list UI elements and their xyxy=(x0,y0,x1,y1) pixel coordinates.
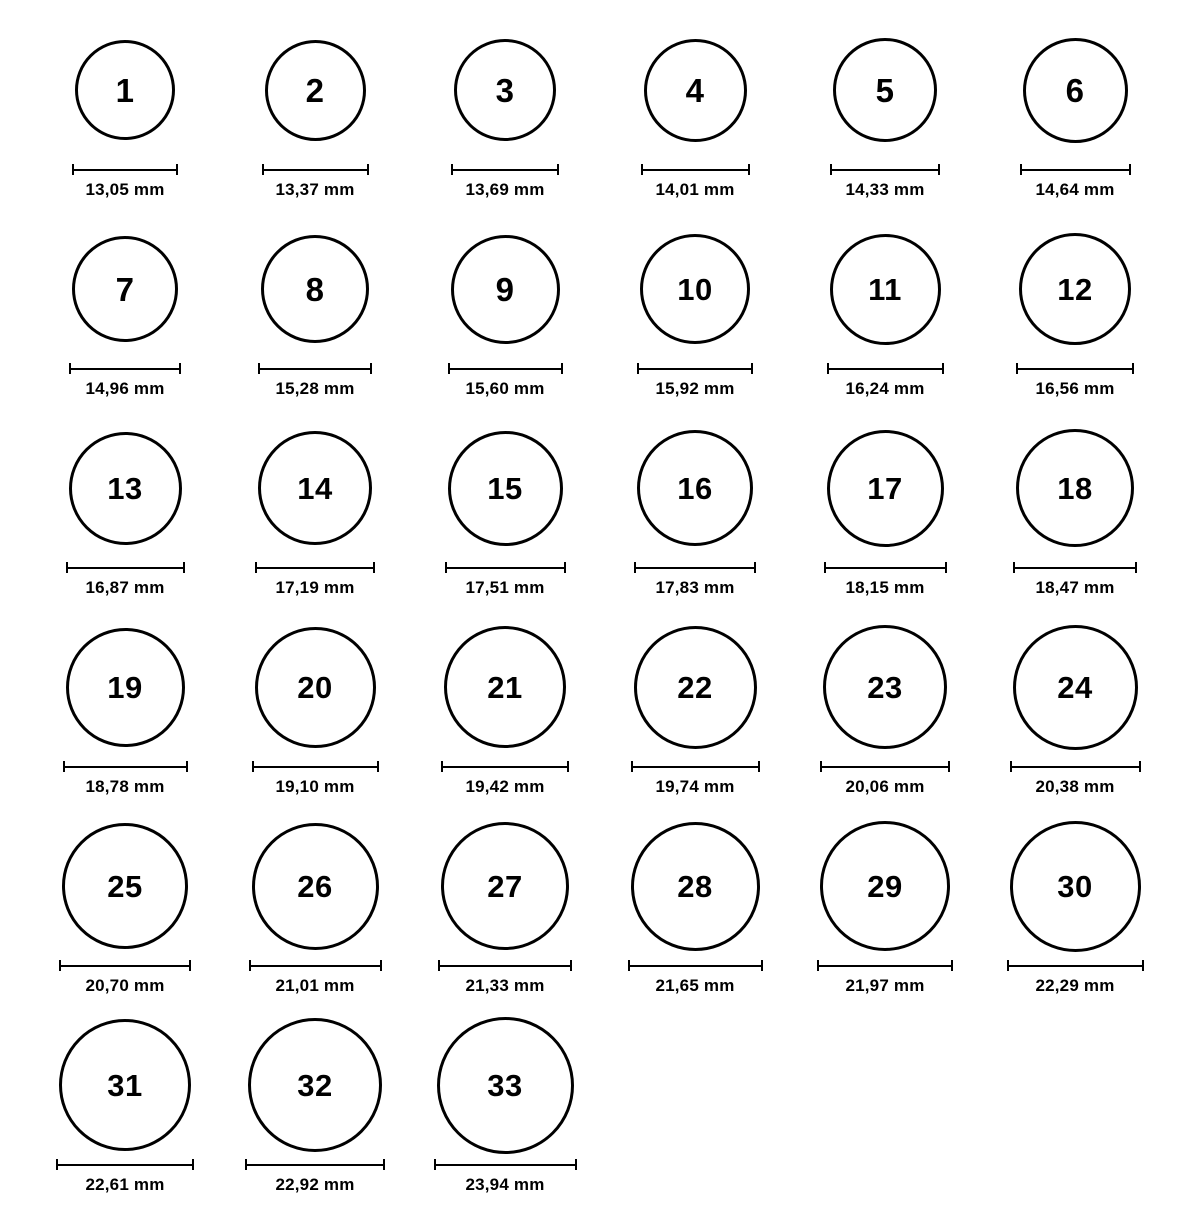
ring-circle-wrapper xyxy=(437,1015,574,1155)
measure-bar-icon xyxy=(69,363,181,374)
ring-size-number: 1 xyxy=(115,71,135,109)
ring-size-number: 13 xyxy=(107,470,143,506)
measure-bar-line xyxy=(438,965,572,967)
ring-circle-wrapper xyxy=(1013,617,1138,757)
diameter-measure xyxy=(1007,960,1144,996)
measure-bar-icon xyxy=(641,164,750,175)
diameter-measure xyxy=(827,363,944,399)
ring-size-cell xyxy=(980,219,1170,418)
ring-size-cell xyxy=(980,20,1170,219)
measure-bar-icon xyxy=(817,960,953,971)
ring-circle-icon xyxy=(1023,38,1128,143)
ring-size-number: 6 xyxy=(1065,71,1085,109)
diameter-label: 19,74 mm xyxy=(655,777,735,796)
measure-bar-line xyxy=(445,567,566,569)
ring-circle-icon xyxy=(634,626,757,749)
measure-bar-line xyxy=(72,169,178,171)
ring-circle-wrapper xyxy=(1010,816,1141,956)
measure-bar-icon xyxy=(1007,960,1144,971)
ring-circle-wrapper xyxy=(1016,418,1134,558)
ring-circle-wrapper xyxy=(261,219,369,359)
ring-circle-wrapper xyxy=(265,20,366,160)
ring-size-number: 27 xyxy=(487,868,523,904)
ring-size-cell xyxy=(600,219,790,418)
diameter-label: 22,61 mm xyxy=(85,1175,165,1194)
diameter-measure xyxy=(448,363,563,399)
ring-circle-icon xyxy=(441,822,569,950)
diameter-measure xyxy=(262,164,369,200)
ring-circle-icon xyxy=(640,234,750,344)
ring-circle-icon xyxy=(59,1019,191,1151)
ring-circle-icon xyxy=(252,823,379,950)
diameter-measure xyxy=(1016,363,1134,399)
diameter-measure xyxy=(66,562,185,598)
ring-size-cell xyxy=(30,418,220,617)
ring-size-cell xyxy=(980,816,1170,1015)
ring-size-cell xyxy=(790,20,980,219)
diameter-label: 15,28 mm xyxy=(275,379,355,398)
ring-circle-wrapper xyxy=(252,816,379,956)
ring-size-number: 7 xyxy=(115,270,135,308)
ring-circle-icon xyxy=(258,431,372,545)
measure-bar-line xyxy=(66,567,185,569)
diameter-measure xyxy=(245,1159,385,1195)
diameter-measure xyxy=(817,960,953,996)
measure-bar-icon xyxy=(634,562,756,573)
ring-circle-wrapper xyxy=(248,1015,382,1155)
measure-bar-line xyxy=(634,567,756,569)
ring-circle-wrapper xyxy=(634,617,757,757)
ring-circle-icon xyxy=(1010,821,1141,952)
ring-circle-icon xyxy=(69,432,182,545)
ring-size-number: 33 xyxy=(487,1067,523,1103)
ring-size-number: 23 xyxy=(867,669,903,705)
diameter-label: 13,05 mm xyxy=(85,180,165,199)
ring-circle-icon xyxy=(451,235,560,344)
ring-size-number: 32 xyxy=(297,1067,333,1103)
diameter-measure xyxy=(252,761,379,797)
measure-bar-line xyxy=(255,567,375,569)
ring-circle-wrapper xyxy=(441,816,569,956)
ring-circle-icon xyxy=(261,235,369,343)
ring-size-number: 3 xyxy=(495,71,515,109)
measure-bar-icon xyxy=(448,363,563,374)
ring-size-cell xyxy=(30,1015,220,1214)
ring-circle-wrapper xyxy=(258,418,372,558)
ring-circle-icon xyxy=(454,39,556,141)
ring-circle-wrapper xyxy=(1019,219,1131,359)
ring-size-cell xyxy=(980,418,1170,617)
ring-circle-wrapper xyxy=(75,20,175,160)
measure-bar-icon xyxy=(262,164,369,175)
ring-circle-icon xyxy=(830,234,941,345)
ring-size-number: 10 xyxy=(677,271,713,307)
diameter-label: 19,42 mm xyxy=(465,777,545,796)
ring-size-number: 24 xyxy=(1057,669,1093,705)
diameter-label: 20,06 mm xyxy=(845,777,925,796)
ring-circle-wrapper xyxy=(823,617,947,757)
ring-circle-wrapper xyxy=(69,418,182,558)
measure-bar-icon xyxy=(445,562,566,573)
diameter-measure xyxy=(451,164,559,200)
diameter-measure xyxy=(63,761,188,797)
ring-circle-wrapper xyxy=(637,418,753,558)
ring-circle-wrapper xyxy=(833,20,937,160)
measure-bar-line xyxy=(245,1164,385,1166)
measure-bar-icon xyxy=(252,761,379,772)
measure-bar-icon xyxy=(66,562,185,573)
measure-bar-line xyxy=(830,169,940,171)
measure-bar-line xyxy=(258,368,372,370)
diameter-label: 22,29 mm xyxy=(1035,976,1115,995)
ring-circle-icon xyxy=(62,823,188,949)
ring-circle-wrapper xyxy=(1023,20,1128,160)
measure-bar-icon xyxy=(255,562,375,573)
measure-bar-line xyxy=(434,1164,577,1166)
ring-size-grid xyxy=(30,20,1170,1214)
measure-bar-icon xyxy=(63,761,188,772)
ring-circle-wrapper xyxy=(66,617,185,757)
ring-circle-icon xyxy=(437,1017,574,1154)
ring-circle-wrapper xyxy=(631,816,760,956)
ring-size-number: 29 xyxy=(867,868,903,904)
measure-bar-line xyxy=(820,766,950,768)
diameter-measure xyxy=(441,761,569,797)
ring-size-number: 25 xyxy=(107,868,143,904)
ring-size-cell xyxy=(220,617,410,816)
diameter-measure xyxy=(830,164,940,200)
diameter-label: 18,15 mm xyxy=(845,578,925,597)
measure-bar-line xyxy=(641,169,750,171)
measure-bar-line xyxy=(628,965,763,967)
ring-size-cell xyxy=(790,816,980,1015)
diameter-label: 21,01 mm xyxy=(275,976,355,995)
measure-bar-line xyxy=(827,368,944,370)
diameter-measure xyxy=(820,761,950,797)
ring-circle-icon xyxy=(265,40,366,141)
measure-bar-line xyxy=(56,1164,194,1166)
ring-circle-icon xyxy=(637,430,753,546)
ring-size-number: 19 xyxy=(107,669,143,705)
ring-circle-wrapper xyxy=(62,816,188,956)
diameter-measure xyxy=(628,960,763,996)
ring-size-number: 28 xyxy=(677,868,713,904)
ring-circle-wrapper xyxy=(451,219,560,359)
diameter-label: 14,96 mm xyxy=(85,379,165,398)
diameter-label: 19,10 mm xyxy=(275,777,355,796)
ring-circle-wrapper xyxy=(827,418,944,558)
diameter-measure xyxy=(258,363,372,399)
measure-bar-line xyxy=(249,965,382,967)
ring-size-number: 26 xyxy=(297,868,333,904)
diameter-label: 16,24 mm xyxy=(845,379,925,398)
ring-size-cell xyxy=(30,219,220,418)
measure-bar-icon xyxy=(1020,164,1131,175)
ring-size-number: 31 xyxy=(107,1067,143,1103)
diameter-label: 22,92 mm xyxy=(275,1175,355,1194)
diameter-measure xyxy=(1010,761,1141,797)
ring-size-cell xyxy=(220,1015,410,1214)
ring-size-cell xyxy=(410,617,600,816)
diameter-measure xyxy=(59,960,191,996)
diameter-measure xyxy=(56,1159,194,1195)
diameter-label: 15,92 mm xyxy=(655,379,735,398)
ring-circle-wrapper xyxy=(830,219,941,359)
measure-bar-line xyxy=(69,368,181,370)
measure-bar-icon xyxy=(1013,562,1137,573)
diameter-measure xyxy=(249,960,382,996)
diameter-measure xyxy=(438,960,572,996)
measure-bar-icon xyxy=(451,164,559,175)
ring-size-cell xyxy=(600,617,790,816)
diameter-label: 17,19 mm xyxy=(275,578,355,597)
ring-circle-icon xyxy=(1019,233,1131,345)
diameter-measure xyxy=(72,164,178,200)
measure-bar-line xyxy=(262,169,369,171)
ring-size-number: 16 xyxy=(677,470,713,506)
measure-bar-icon xyxy=(441,761,569,772)
ring-size-number: 30 xyxy=(1057,868,1093,904)
diameter-measure xyxy=(69,363,181,399)
measure-bar-icon xyxy=(1010,761,1141,772)
diameter-measure xyxy=(1020,164,1131,200)
measure-bar-icon xyxy=(824,562,947,573)
diameter-measure xyxy=(637,363,753,399)
ring-circle-icon xyxy=(248,1018,382,1152)
diameter-measure xyxy=(1013,562,1137,598)
diameter-label: 14,64 mm xyxy=(1035,180,1115,199)
ring-size-number: 9 xyxy=(495,270,515,308)
ring-circle-icon xyxy=(823,625,947,749)
ring-circle-wrapper xyxy=(255,617,376,757)
ring-size-number: 17 xyxy=(867,470,903,506)
ring-circle-icon xyxy=(827,430,944,547)
ring-size-cell xyxy=(30,816,220,1015)
ring-circle-icon xyxy=(444,626,566,748)
measure-bar-line xyxy=(63,766,188,768)
measure-bar-line xyxy=(59,965,191,967)
ring-circle-wrapper xyxy=(640,219,750,359)
measure-bar-icon xyxy=(56,1159,194,1170)
diameter-label: 17,83 mm xyxy=(655,578,735,597)
ring-size-cell xyxy=(410,20,600,219)
ring-circle-icon xyxy=(820,821,950,951)
measure-bar-icon xyxy=(245,1159,385,1170)
ring-circle-icon xyxy=(833,38,937,142)
diameter-label: 18,47 mm xyxy=(1035,578,1115,597)
diameter-label: 14,01 mm xyxy=(655,180,735,199)
ring-circle-wrapper xyxy=(444,617,566,757)
ring-size-cell xyxy=(410,816,600,1015)
measure-bar-icon xyxy=(628,960,763,971)
diameter-label: 20,38 mm xyxy=(1035,777,1115,796)
diameter-label: 18,78 mm xyxy=(85,777,165,796)
ring-size-number: 21 xyxy=(487,669,523,705)
ring-size-cell xyxy=(980,617,1170,816)
diameter-label: 21,97 mm xyxy=(845,976,925,995)
ring-circle-icon xyxy=(644,39,747,142)
diameter-label: 13,37 mm xyxy=(275,180,355,199)
measure-bar-icon xyxy=(1016,363,1134,374)
ring-size-number: 11 xyxy=(868,271,902,307)
measure-bar-line xyxy=(1010,766,1141,768)
measure-bar-icon xyxy=(72,164,178,175)
diameter-label: 14,33 mm xyxy=(845,180,925,199)
ring-circle-wrapper xyxy=(454,20,556,160)
ring-circle-wrapper xyxy=(72,219,178,359)
ring-size-cell xyxy=(220,219,410,418)
ring-size-number: 12 xyxy=(1057,271,1093,307)
ring-size-cell xyxy=(600,418,790,617)
ring-circle-icon xyxy=(66,628,185,747)
measure-bar-line xyxy=(451,169,559,171)
diameter-label: 13,69 mm xyxy=(465,180,545,199)
diameter-measure xyxy=(434,1159,577,1195)
measure-bar-line xyxy=(1016,368,1134,370)
measure-bar-icon xyxy=(249,960,382,971)
measure-bar-line xyxy=(448,368,563,370)
diameter-label: 16,56 mm xyxy=(1035,379,1115,398)
ring-size-cell xyxy=(410,418,600,617)
diameter-label: 20,70 mm xyxy=(85,976,165,995)
ring-size-cell xyxy=(220,20,410,219)
measure-bar-line xyxy=(441,766,569,768)
measure-bar-line xyxy=(637,368,753,370)
measure-bar-icon xyxy=(637,363,753,374)
ring-circle-icon xyxy=(1013,625,1138,750)
ring-size-number: 15 xyxy=(487,470,523,506)
measure-bar-icon xyxy=(631,761,760,772)
ring-circle-wrapper xyxy=(644,20,747,160)
ring-size-number: 18 xyxy=(1057,470,1093,506)
ring-circle-icon xyxy=(448,431,563,546)
ring-size-cell xyxy=(30,20,220,219)
ring-circle-wrapper xyxy=(820,816,950,956)
diameter-label: 15,60 mm xyxy=(465,379,545,398)
ring-circle-icon xyxy=(75,40,175,140)
ring-circle-icon xyxy=(631,822,760,951)
ring-size-cell xyxy=(30,617,220,816)
diameter-label: 17,51 mm xyxy=(465,578,545,597)
diameter-measure xyxy=(634,562,756,598)
measure-bar-line xyxy=(1020,169,1131,171)
ring-size-number: 20 xyxy=(297,669,333,705)
ring-circle-wrapper xyxy=(448,418,563,558)
ring-size-cell xyxy=(220,816,410,1015)
diameter-measure xyxy=(824,562,947,598)
ring-size-number: 5 xyxy=(875,71,895,109)
measure-bar-icon xyxy=(258,363,372,374)
ring-circle-icon xyxy=(1016,429,1134,547)
ring-size-number: 4 xyxy=(685,71,705,109)
diameter-measure xyxy=(445,562,566,598)
measure-bar-icon xyxy=(434,1159,577,1170)
diameter-measure xyxy=(631,761,760,797)
diameter-label: 16,87 mm xyxy=(85,578,165,597)
ring-size-cell xyxy=(790,617,980,816)
measure-bar-line xyxy=(1013,567,1137,569)
ring-size-number: 2 xyxy=(305,71,325,109)
measure-bar-icon xyxy=(820,761,950,772)
measure-bar-line xyxy=(817,965,953,967)
measure-bar-line xyxy=(252,766,379,768)
diameter-measure xyxy=(255,562,375,598)
measure-bar-icon xyxy=(827,363,944,374)
measure-bar-line xyxy=(824,567,947,569)
ring-size-cell xyxy=(790,219,980,418)
diameter-label: 23,94 mm xyxy=(465,1175,545,1194)
ring-circle-icon xyxy=(255,627,376,748)
ring-size-cell xyxy=(790,418,980,617)
measure-bar-icon xyxy=(830,164,940,175)
diameter-measure xyxy=(641,164,750,200)
ring-size-cell xyxy=(600,816,790,1015)
ring-circle-wrapper xyxy=(59,1015,191,1155)
ring-size-cell xyxy=(410,1015,600,1214)
ring-size-number: 8 xyxy=(305,270,325,308)
ring-size-cell xyxy=(410,219,600,418)
measure-bar-icon xyxy=(438,960,572,971)
measure-bar-line xyxy=(631,766,760,768)
ring-size-number: 22 xyxy=(677,669,713,705)
ring-size-number: 14 xyxy=(297,470,333,506)
diameter-label: 21,65 mm xyxy=(655,976,735,995)
measure-bar-icon xyxy=(59,960,191,971)
diameter-label: 21,33 mm xyxy=(465,976,545,995)
measure-bar-line xyxy=(1007,965,1144,967)
ring-circle-icon xyxy=(72,236,178,342)
ring-size-cell xyxy=(220,418,410,617)
ring-size-cell xyxy=(600,20,790,219)
